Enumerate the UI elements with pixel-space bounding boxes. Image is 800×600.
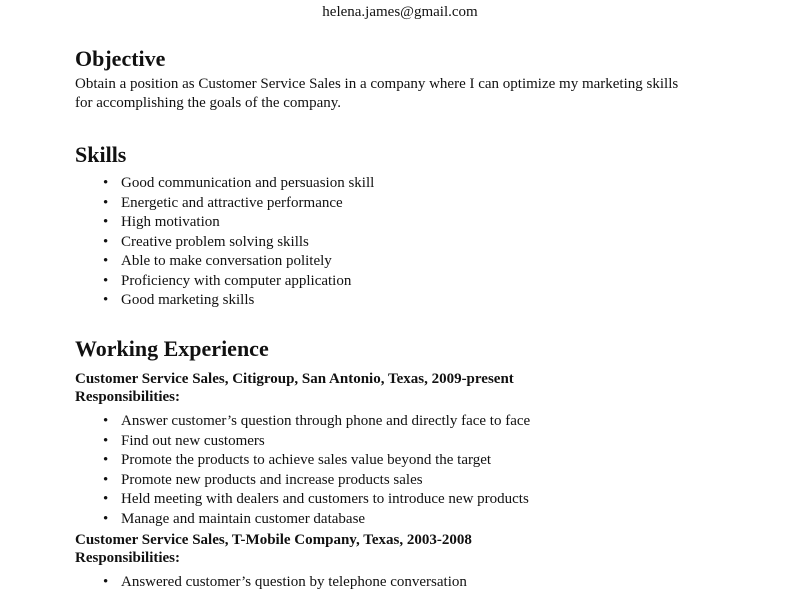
skills-heading: Skills: [75, 142, 127, 167]
objective-text: [75, 75, 775, 113]
list-item: • Creative problem solving skills: [75, 233, 775, 253]
responsibilities-label: Responsibilities:: [75, 389, 181, 405]
list-item: • Good marketing skills: [75, 291, 775, 311]
list-item: • High motivation: [75, 213, 775, 233]
job-title: Customer Service Sales, Citigroup, San Antonio, Texas, 2009-present: [75, 371, 514, 387]
responsibilities-label: Responsibilities:: [75, 550, 181, 566]
list-item: • Promote the products to achieve sales value beyond the target: [75, 451, 775, 471]
list-item: • Able to make conversation politely: [75, 252, 775, 272]
skills-list: [75, 174, 775, 311]
list-item: • Proficiency with computer application: [75, 272, 775, 292]
objective-text-line-1: Obtain a position as Customer Service Sales in a company where I can optimize my marketing skills: [75, 76, 679, 92]
objective-heading: Objective: [75, 46, 166, 71]
responsibilities-list: [75, 412, 775, 529]
list-item: • Answered customer’s question by telephone conversation: [75, 573, 775, 593]
objective-section: [75, 46, 775, 113]
skills-section: [75, 142, 775, 311]
job-entry: [75, 531, 775, 593]
list-item: • Held meeting with dealers and customers to introduce new products: [75, 490, 775, 510]
list-item: • Answer customer’s question through phone and directly face to face: [75, 412, 775, 432]
contact-email: helena.james@gmail.com: [322, 4, 478, 20]
experience-heading: Working Experience: [75, 336, 269, 361]
list-item: • Energetic and attractive performance: [75, 194, 775, 214]
list-item: • Good communication and persuasion skill: [75, 174, 775, 194]
objective-text-line-2: for accomplishing the goals of the company.: [75, 95, 342, 111]
list-item: • Promote new products and increase products sales: [75, 471, 775, 491]
list-item: • Find out new customers: [75, 432, 775, 452]
responsibilities-list: [75, 573, 775, 593]
job-title: Customer Service Sales, T-Mobile Company, Texas, 2003-2008: [75, 532, 472, 548]
job-entry: [75, 370, 775, 529]
list-item: • Manage and maintain customer database: [75, 510, 775, 530]
experience-section: [75, 336, 775, 593]
